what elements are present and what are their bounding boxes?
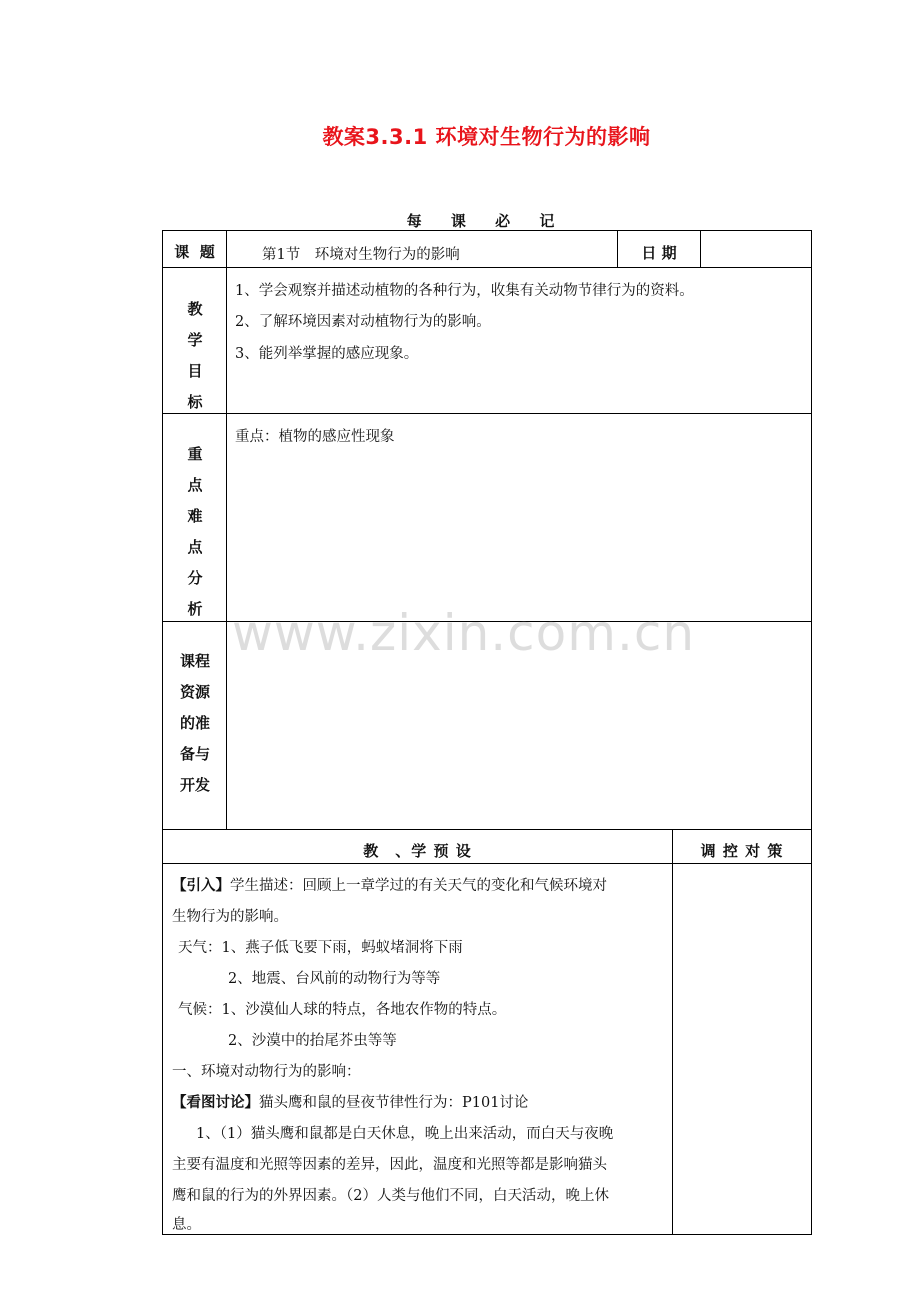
intro-text: 学生描述：回顾上一章学过的有关天气的变化和气候环境对	[230, 878, 607, 894]
intro-line-2: 生物行为的影响。	[172, 909, 288, 925]
climate-line-2: 2、沙漠中的抬尾芥虫等等	[228, 1033, 397, 1049]
date-label: 日 期	[641, 244, 677, 262]
discussion-tag: 【看图讨论】	[172, 1094, 259, 1111]
table-line	[162, 413, 812, 414]
table-line	[672, 829, 673, 1235]
table-line	[700, 230, 701, 267]
discussion-text: 猫头鹰和鼠的昼夜节律性行为：P101讨论	[259, 1095, 529, 1111]
table-line	[811, 230, 812, 1235]
objectives-label: 教 学 目 标	[187, 300, 203, 411]
climate-line-1: 气候：1、沙漠仙人球的特点，各地农作物的特点。	[178, 1002, 507, 1018]
objective-item: 3、能列举掌握的感应现象。	[235, 346, 419, 362]
key-points-label: 重 点 难 点 分 析	[187, 445, 203, 618]
objective-item: 1、学会观察并描述动植物的各种行为，收集有关动物节律行为的资料。	[235, 283, 694, 299]
answer-line: 鹰和鼠的行为的外界因素。（2）人类与他们不同，白天活动，晚上休	[172, 1188, 609, 1204]
document-title: 教案3.3.1 环境对生物行为的影响	[322, 125, 651, 149]
answer-line: 息。	[172, 1217, 201, 1233]
section-heading: 一、环境对动物行为的影响：	[172, 1064, 361, 1080]
objective-item: 2、了解环境因素对动植物行为的影响。	[235, 314, 491, 330]
discussion-line	[172, 1091, 528, 1112]
weather-line-1: 天气：1、燕子低飞要下雨，蚂蚁堵洞将下雨	[178, 940, 463, 956]
plan-header-left: 教 、学 预 设	[363, 842, 472, 860]
topic-label: 课 题	[174, 243, 215, 261]
answer-line: 1、（1）猫头鹰和鼠都是白天休息，晚上出来活动，而白天与夜晚	[196, 1126, 614, 1142]
weather-line-2: 2、地震、台风前的动物行为等等	[228, 971, 441, 987]
watermark: www.zixin.com.cn	[232, 604, 696, 662]
table-line	[162, 230, 812, 231]
plan-header-right: 调 控 对 策	[700, 842, 784, 860]
table-line	[162, 1234, 812, 1235]
resources-label: 课程 资源 的准 备与 开发	[179, 652, 210, 794]
key-points-text: 重点：植物的感应性现象	[235, 429, 395, 445]
table-line	[162, 267, 812, 268]
table-line	[162, 829, 812, 830]
table-line	[162, 863, 812, 864]
answer-line: 主要有温度和光照等因素的差异，因此，温度和光照等都是影响猫头	[172, 1157, 607, 1173]
document-subtitle: 每 课 必 记	[406, 212, 567, 230]
intro-tag: 【引入】	[172, 877, 230, 894]
topic-value: 第1节 环境对生物行为的影响	[262, 247, 460, 263]
intro-line	[172, 874, 607, 895]
